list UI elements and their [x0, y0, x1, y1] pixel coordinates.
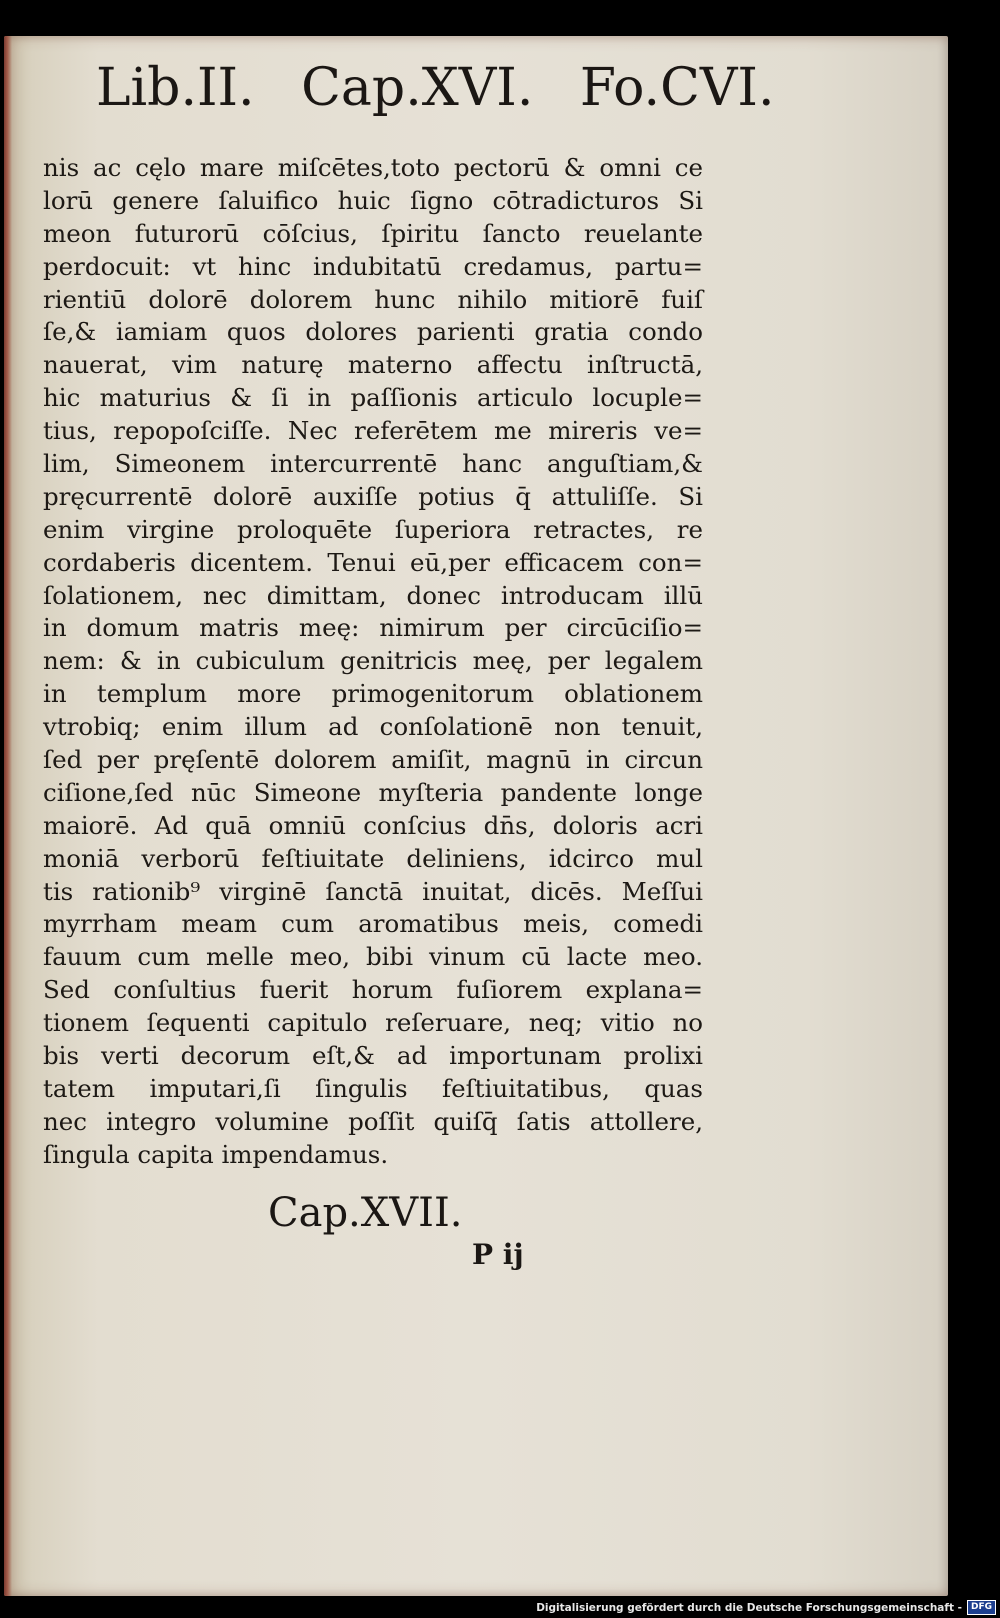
text-line: maiorē. Ad quā omniū conſcius dn̄s, doloris acri — [43, 810, 703, 840]
text-line: enim virgine proloquēte ſuperiora retractes, re — [43, 514, 703, 544]
running-head-folio: Fo.CVI. — [579, 58, 775, 118]
text-line: nis ac cęlo mare miſcētes,toto pectorū & omni ce — [43, 153, 703, 182]
text-line: bis verti decorum eſt,& ad importunam prolixi — [43, 1041, 703, 1071]
text-line: meon futurorū cōſcius, ſpiritu ſancto reuelante — [43, 218, 703, 248]
text-line: perdocuit: vt hinc indubitatū credamus, partu= — [43, 251, 703, 281]
dfg-logo: DFG — [967, 1600, 996, 1615]
text-line: ſingula capita impendamus. — [43, 1139, 389, 1169]
text-line: Sed conſultius fuerit horum fuſiorem explana= — [43, 975, 703, 1005]
digitization-credit: Digitalisierung gefördert durch die Deutsche Forschungsgemeinschaft - — [536, 1602, 962, 1614]
text-line: tius, repopoſciſſe. Nec referētem me mireris ve= — [43, 416, 703, 446]
text-line: hic maturius & ſi in paſſionis articulo locuple= — [43, 383, 703, 413]
text-line: rientiū dolorē dolorem hunc nihilo mitiorē fuiſ — [43, 284, 703, 314]
text-line: pręcurrentē dolorē auxiſſe potius q̄ attuliſſe. Si — [43, 481, 703, 511]
running-head-chapter: Cap.XVI. — [301, 58, 534, 118]
text-line: lim, Simeonem intercurrentē hanc anguſtiam,& — [43, 449, 703, 479]
body-text — [43, 152, 703, 1172]
page-edge — [4, 36, 12, 1596]
text-line: in domum matris meę: nimirum per circūciſio= — [43, 613, 703, 643]
text-line: ciſione,ſed nūc Simeone myſteria pandente longe — [43, 777, 703, 807]
text-line: tatem imputari,ſi ſingulis feſtiuitatibus, quas — [43, 1073, 703, 1103]
text-line: nec integro volumine poſſit quiſq̄ ſatis attollere, — [43, 1106, 703, 1136]
text-line: tionem ſequenti capitulo reſeruare, neq; vitio no — [43, 1008, 703, 1038]
text-line: moniā verborū feſtiuitate deliniens, idcirco mul — [43, 843, 703, 873]
text-line: lorū genere ſaluifico huic ſigno cōtradicturos Si — [43, 185, 703, 215]
next-chapter-heading: Cap.XVII. — [268, 1190, 463, 1236]
text-line: tis rationib⁹ virginē ſanctā inuitat, dicēs. Meſſui — [43, 876, 703, 906]
running-head-book: Lib.II. — [96, 58, 255, 118]
text-line: vtrobiq; enim illum ad conſolationē non tenuit, — [43, 712, 703, 742]
running-head — [96, 58, 775, 138]
text-line: fauum cum melle meo, bibi vinum cū lacte meo. — [43, 942, 703, 972]
signature-mark: P ij — [472, 1238, 524, 1271]
text-line: ſolationem, nec dimittam, donec introducam illū — [43, 580, 703, 610]
text-line: cordaberis dicentem. Tenui eū,per efficacem con= — [43, 547, 703, 577]
text-line: ſed per pręſentē dolorem amiſit, magnū in circun — [43, 745, 703, 775]
text-line: ſe,& iamiam quos dolores parienti gratia condo — [43, 317, 703, 347]
text-line: nauerat, vim naturę materno affectu inſtructā, — [43, 350, 703, 380]
text-line: myrrham meam cum aromatibus meis, comedi — [43, 909, 703, 939]
text-line: nem: & in cubiculum genitricis meę, per legalem — [43, 646, 703, 676]
text-line: in templum more primogenitorum oblationem — [43, 679, 703, 709]
